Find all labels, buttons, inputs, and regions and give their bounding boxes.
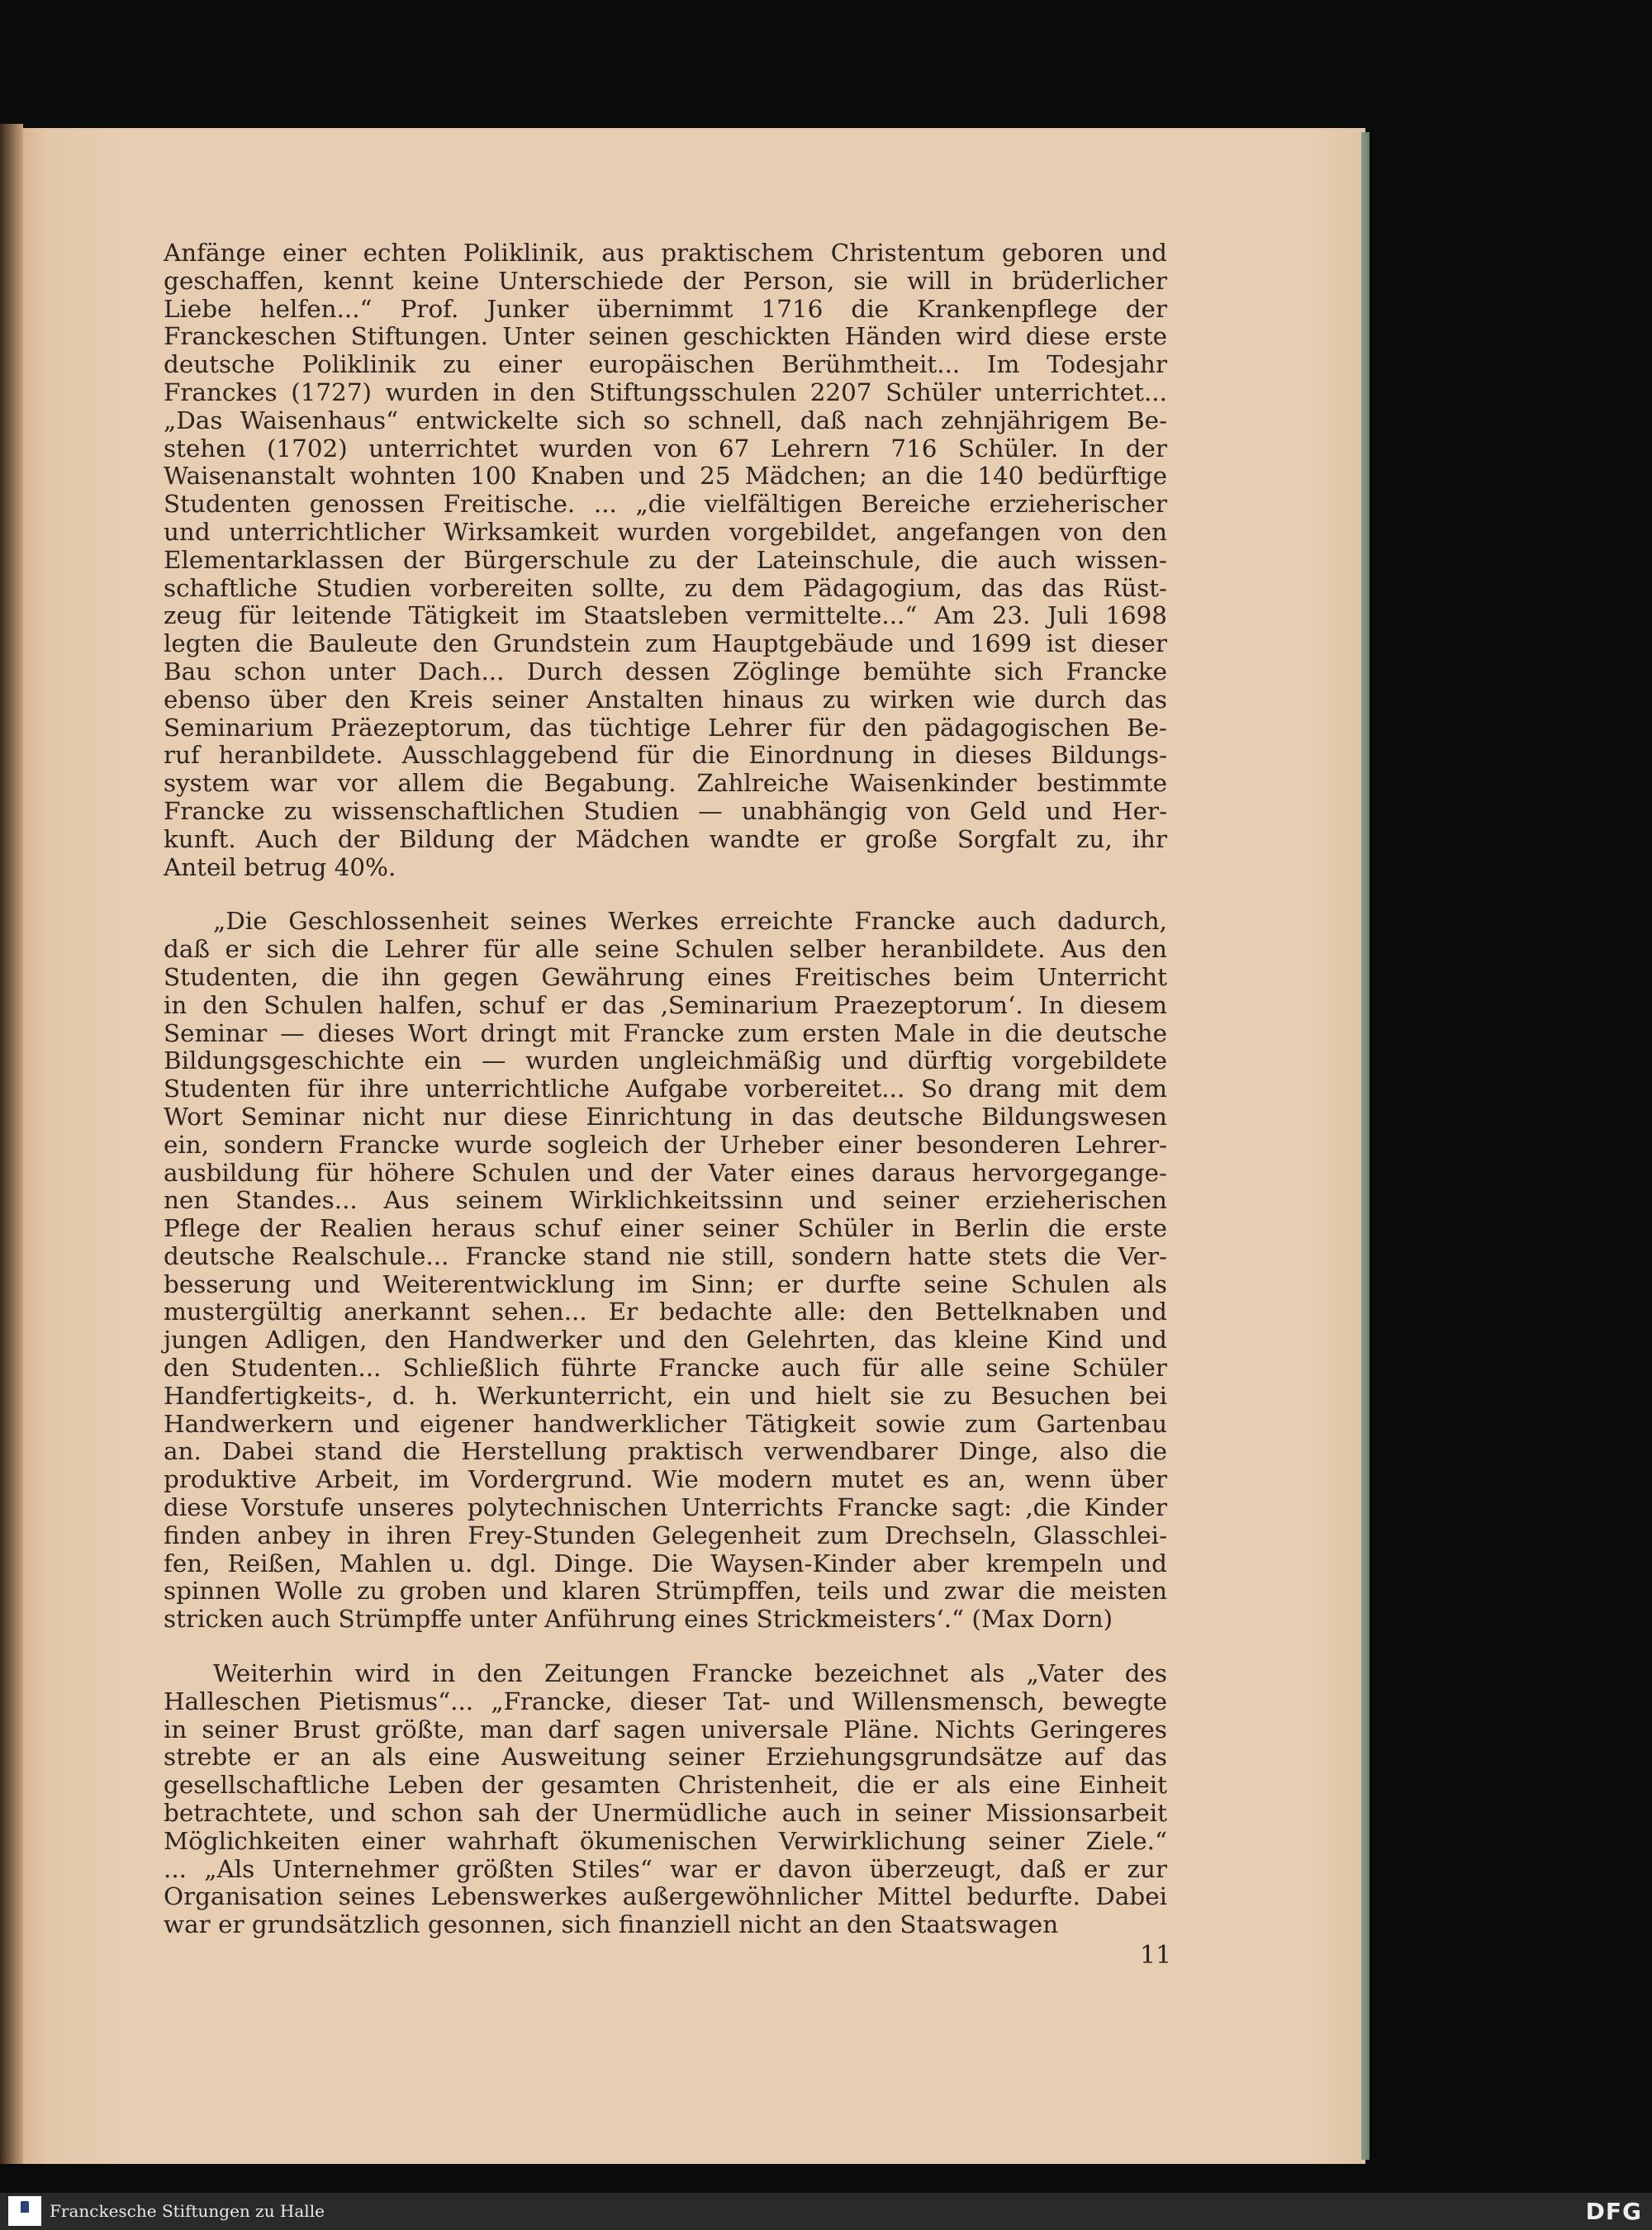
page-stack-edge bbox=[1361, 132, 1370, 2160]
text-line: Möglichkeiten einer wahrhaft ökumenischen Verwirklichung seiner Ziele.“ bbox=[164, 1826, 1167, 1855]
text-line: an. Dabei stand die Herstellung praktisch verwendbarer Dinge, also die bbox=[164, 1437, 1167, 1466]
paragraph bbox=[164, 1660, 1167, 1939]
text-line: diese Vorstufe unseres polytechnischen Unterrichts Francke sagt: ‚die Kinder bbox=[164, 1493, 1167, 1522]
viewer-footer-bar bbox=[0, 2193, 1652, 2230]
text-line: Seminar — dieses Wort dringt mit Francke zum ersten Male in die deutsche bbox=[164, 1018, 1167, 1047]
text-line: ausbildung für höhere Schulen und der Vater eines daraus hervorgegange- bbox=[164, 1158, 1167, 1187]
text-line: stehen (1702) unterrichtet wurden von 67 Lehrern 716 Schüler. In der bbox=[164, 434, 1167, 463]
text-line: strebte er an als eine Ausweitung seiner Erziehungsgrundsätze auf das bbox=[164, 1743, 1167, 1772]
text-line: daß er sich die Lehrer für alle seine Schulen selber heranbildete. Aus den bbox=[164, 935, 1167, 964]
text-line: schaftliche Studien vorbereiten sollte, zu dem Pädagogium, das das Rüst- bbox=[164, 573, 1167, 602]
text-line: zeug für leitende Tätigkeit im Staatsleben vermittelte...“ Am 23. Juli 1698 bbox=[164, 601, 1167, 630]
text-line: Organisation seines Lebenswerkes außergewöhnlicher Mittel bedurfte. Dabei bbox=[164, 1882, 1167, 1911]
text-line: Pflege der Realien heraus schuf einer seiner Schüler in Berlin die erste bbox=[164, 1214, 1167, 1243]
institution-name[interactable]: Franckesche Stiftungen zu Halle bbox=[50, 2201, 325, 2221]
text-line: Handwerkern und eigener handwerklicher Tätigkeit sowie zum Gartenbau bbox=[164, 1409, 1167, 1438]
text-line: Seminarium Präezeptorum, das tüchtige Lehrer für den pädagogischen Be- bbox=[164, 713, 1167, 742]
text-line: Bildungsgeschichte ein — wurden ungleichmäßig und dürftig vorgebildete bbox=[164, 1046, 1167, 1075]
text-line: Weiterhin wird in den Zeitungen Francke bezeichnet als „Vater des bbox=[213, 1659, 1167, 1688]
dfg-logo: DFG bbox=[1585, 2198, 1642, 2225]
text-line: Studenten für ihre unterrichtliche Aufgabe vorbereitet... So drang mit dem bbox=[164, 1075, 1167, 1103]
text-line: deutsche Realschule... Francke stand nie still, sondern hatte stets die Ver- bbox=[164, 1241, 1167, 1270]
text-line: deutsche Poliklinik zu einer europäischen Berühmtheit... Im Todesjahr bbox=[164, 350, 1167, 379]
text-line: Francke zu wissenschaftlichen Studien — unabhängig von Geld und Her- bbox=[164, 796, 1167, 825]
institution-logo-icon[interactable] bbox=[8, 2196, 41, 2226]
text-line: in den Schulen halfen, schuf er das ‚Seminarium Praezeptorum‘. In diesem bbox=[164, 990, 1167, 1019]
text-line: system war vor allem die Begabung. Zahlreiche Waisenkinder bestimmte bbox=[164, 769, 1167, 798]
text-line: spinnen Wolle zu groben und klaren Strümpffen, teils und zwar die meisten bbox=[164, 1577, 1167, 1606]
text-line: Halleschen Pietismus“... „Francke, dieser Tat- und Willensmensch, bewegte bbox=[164, 1687, 1167, 1715]
text-line: Wort Seminar nicht nur diese Einrichtung in das deutsche Bildungswesen bbox=[164, 1102, 1167, 1131]
text-line: nen Standes... Aus seinem Wirklichkeitssinn und seiner erzieherischen bbox=[164, 1186, 1167, 1215]
text-line: stricken auch Strümpffe unter Anführung eines Strickmeisters‘.“ (Max Dorn) bbox=[164, 1605, 1113, 1634]
text-line: Handfertigkeits-, d. h. Werkunterricht, ein und hielt sie zu Besuchen bei bbox=[164, 1381, 1167, 1410]
text-line: ruf heranbildete. Ausschlaggebend für die Einordnung in dieses Bildungs- bbox=[164, 741, 1167, 770]
adjacent-page-edge bbox=[0, 124, 23, 2164]
text-line: finden anbey in ihren Frey-Stunden Gelegenheit zum Drechseln, Glasschlei- bbox=[164, 1521, 1167, 1549]
text-line: mustergültig anerkannt sehen... Er bedachte alle: den Bettelknaben und bbox=[164, 1298, 1167, 1326]
page-number: 11 bbox=[1140, 1941, 1172, 1970]
text-line: Studenten genossen Freitische. ... „die vielfältigen Bereiche erzieherischer bbox=[164, 490, 1167, 519]
text-line: in seiner Brust größte, man darf sagen universale Pläne. Nichts Geringeres bbox=[164, 1715, 1167, 1744]
text-line: Elementarklassen der Bürgerschule zu der Lateinschule, die auch wissen- bbox=[164, 545, 1167, 574]
text-line: besserung und Weiterentwicklung im Sinn; er durfte seine Schulen als bbox=[164, 1269, 1167, 1298]
text-line: legten die Bauleute den Grundstein zum Hauptgebäude und 1699 ist dieser bbox=[164, 629, 1167, 658]
paragraph bbox=[164, 240, 1167, 881]
text-line: jungen Adligen, den Handwerker und den Gelehrten, das kleine Kind und bbox=[164, 1326, 1167, 1355]
text-line: den Studenten... Schließlich führte Francke auch für alle seine Schüler bbox=[164, 1354, 1167, 1383]
text-line: Franckeschen Stiftungen. Unter seinen geschickten Händen wird diese erste bbox=[164, 322, 1167, 351]
body-text bbox=[164, 240, 1167, 1939]
text-line: gesellschaftliche Leben der gesamten Christenheit, die er als eine Einheit bbox=[164, 1771, 1167, 1800]
text-line: Franckes (1727) wurden in den Stiftungsschulen 2207 Schüler unterrichtet... bbox=[164, 377, 1167, 406]
text-line: ebenso über den Kreis seiner Anstalten hinaus zu wirken wie durch das bbox=[164, 685, 1167, 714]
text-line: ... „Als Unternehmer größten Stiles“ war er davon überzeugt, daß er zur bbox=[164, 1854, 1167, 1883]
text-line: Anteil betrug 40%. bbox=[164, 852, 396, 881]
text-line: ein, sondern Francke wurde sogleich der Urheber einer besonderen Lehrer- bbox=[164, 1130, 1167, 1159]
text-line: „Die Geschlossenheit seines Werkes erreichte Francke auch dadurch, bbox=[213, 907, 1167, 936]
paragraph bbox=[164, 908, 1167, 1634]
text-line: „Das Waisenhaus“ entwickelte sich so schnell, daß nach zehnjährigem Be- bbox=[164, 406, 1167, 434]
text-line: war er grundsätzlich gesonnen, sich finanziell nicht an den Staatswagen bbox=[164, 1910, 1059, 1939]
text-line: produktive Arbeit, im Vordergrund. Wie modern mutet es an, wenn über bbox=[164, 1465, 1167, 1494]
text-line: Anfänge einer echten Poliklinik, aus praktischem Christentum geboren und bbox=[164, 239, 1167, 267]
text-line: Studenten, die ihn gegen Gewährung eines Freitisches beim Unterricht bbox=[164, 962, 1167, 991]
text-line: kunft. Auch der Bildung der Mädchen wandte er große Sorgfalt zu, ihr bbox=[164, 824, 1167, 853]
text-line: geschaffen, kennt keine Unterschiede der Person, sie will in brüderlicher bbox=[164, 266, 1167, 295]
text-line: Waisenanstalt wohnten 100 Knaben und 25 Mädchen; an die 140 bedürftige bbox=[164, 462, 1167, 491]
text-line: und unterrichtlicher Wirksamkeit wurden vorgebildet, angefangen von den bbox=[164, 517, 1167, 546]
text-line: fen, Reißen, Mahlen u. dgl. Dinge. Die Waysen-Kinder aber krempeln und bbox=[164, 1549, 1167, 1578]
text-line: Bau schon unter Dach... Durch dessen Zöglinge bemühte sich Francke bbox=[164, 657, 1167, 686]
text-line: betrachtete, und schon sah der Unermüdliche auch in seiner Missionsarbeit bbox=[164, 1799, 1167, 1828]
text-line: Liebe helfen...“ Prof. Junker übernimmt 1716 die Krankenpflege der bbox=[164, 294, 1167, 323]
